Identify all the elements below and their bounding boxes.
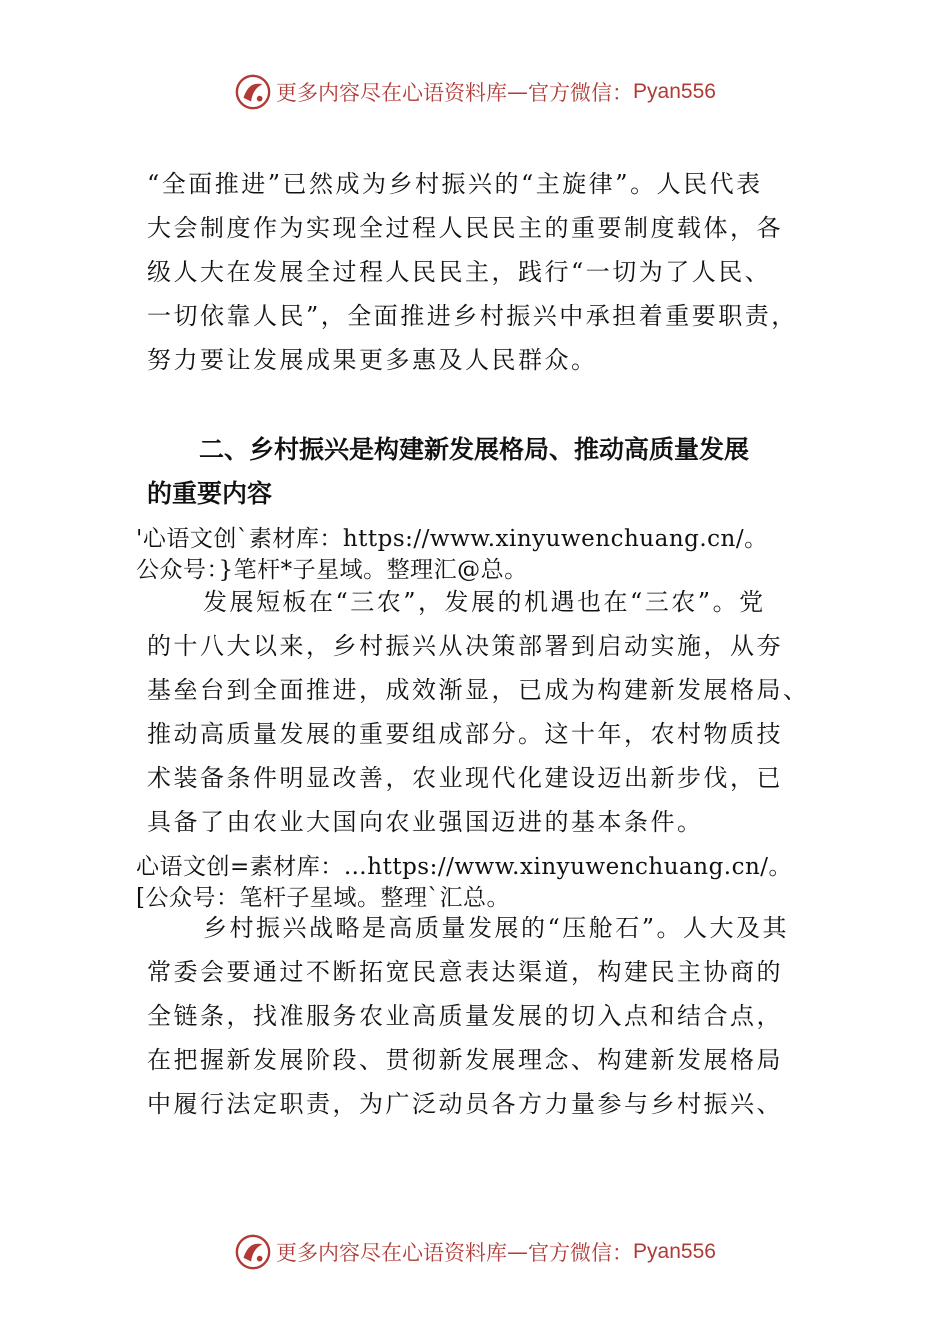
- text-line: 具备了由农业大国向农业强国迈进的基本条件。: [147, 808, 704, 836]
- banner-title: 更多内容尽在心语资料库: [276, 81, 508, 105]
- banner-wechat-id: Pyan556: [633, 80, 716, 103]
- watermark-line: '心语文创`素材库：https://www.xinyuwenchuang.cn/。: [136, 526, 768, 552]
- paragraph-2: [147, 580, 810, 844]
- heading-line: 的重要内容: [147, 479, 273, 508]
- watermark-text-2: [136, 852, 836, 914]
- text-line: “全面推进”已然成为乡村振兴的“主旋律”。人民代表: [147, 170, 763, 198]
- footer-banner: [0, 1230, 950, 1274]
- heading-line: 二、乡村振兴是构建新发展格局、推动高质量发展: [199, 435, 750, 464]
- swirl-logo-icon: [234, 73, 272, 111]
- banner-separator: —: [507, 80, 529, 104]
- watermark-line: 公众号：}笔杆*子星域。整理汇@总。: [136, 557, 528, 583]
- section-heading: [147, 428, 827, 516]
- text-line: 的十八大以来，乡村振兴从决策部署到启动实施，从夯: [147, 632, 783, 660]
- text-line: 乡村振兴战略是高质量发展的“压舱石”。人大及其: [203, 914, 790, 942]
- banner-title: 更多内容尽在心语资料库: [276, 1241, 508, 1265]
- text-line: 中履行法定职责，为广泛动员各方力量参与乡村振兴、: [147, 1090, 783, 1118]
- paragraph-1: [147, 162, 807, 382]
- watermark-line: 心语文创=素材库：…https://www.xinyuwenchuang.cn/。: [136, 854, 793, 880]
- watermark-line: [公众号：笔杆子星域。整理`汇总。: [136, 885, 510, 911]
- swirl-logo-icon: [234, 1233, 272, 1271]
- header-banner: [0, 70, 950, 114]
- watermark-text-1: [136, 524, 836, 586]
- text-line: 基垒台到全面推进，成效渐显，已成为构建新发展格局、: [147, 676, 810, 704]
- text-line: 努力要让发展成果更多惠及人民群众。: [147, 346, 598, 374]
- paragraph-3: [147, 906, 807, 1126]
- banner-separator: —: [507, 1240, 529, 1264]
- text-line: 大会制度作为实现全过程人民民主的重要制度载体，各: [147, 214, 783, 242]
- text-line: 在把握新发展阶段、贯彻新发展理念、构建新发展格局: [147, 1046, 783, 1074]
- text-line: 一切依靠人民”，全面推进乡村振兴中承担着重要职责，: [147, 302, 798, 330]
- text-line: 术装备条件明显改善，农业现代化建设迈出新步伐，已: [147, 764, 783, 792]
- text-line: 常委会要通过不断拓宽民意表达渠道，构建民主协商的: [147, 958, 783, 986]
- text-line: 级人大在发展全过程人民民主，践行“一切为了人民、: [147, 258, 772, 286]
- text-line: 全链条，找准服务农业高质量发展的切入点和结合点，: [147, 1002, 783, 1030]
- text-line: 发展短板在“三农”，发展的机遇也在“三农”。党: [203, 588, 766, 616]
- banner-wechat-label: 官方微信：: [528, 81, 634, 105]
- banner-wechat-label: 官方微信：: [528, 1241, 634, 1265]
- banner-wechat-id: Pyan556: [633, 1240, 716, 1263]
- text-line: 推动高质量发展的重要组成部分。这十年，农村物质技: [147, 720, 783, 748]
